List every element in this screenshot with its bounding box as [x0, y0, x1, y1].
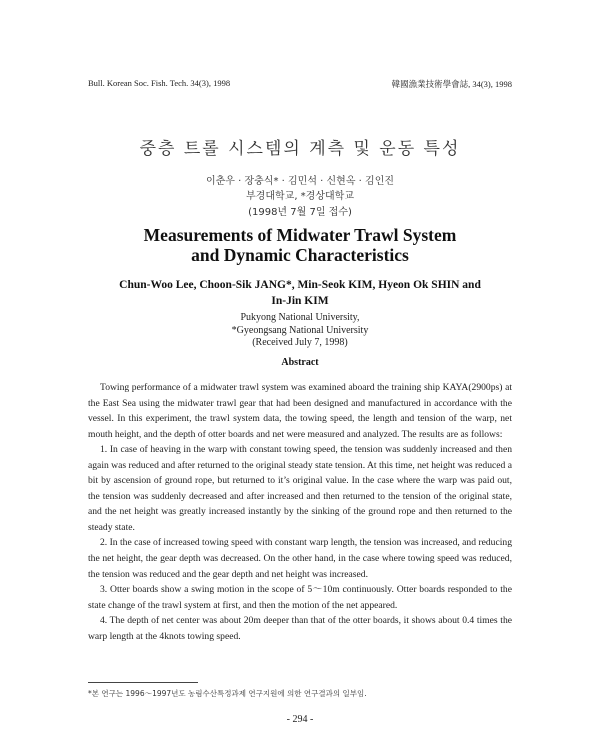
- abstract-paragraph: 1. In case of heaving in the warp with constant towing speed, the tension was suddenly increased and then again was reduced and after returned to the original steady state tension. At this time, net height was reduced a bit by ascension of ground rope, but returned to it’s original value. In the case where the warp was paid out, the tension was suddenly decreased and after increased and then returned to the tension of the original state, and the net height was greatly increased instantly by the sinking of the ground rope and then returned to the steady state.: [88, 444, 512, 533]
- korean-affiliation: 부경대학교, *경상대학교: [246, 191, 354, 202]
- korean-received-date: (1998년 7월 7일 접수): [248, 207, 352, 218]
- running-head-right: 韓國漁業技術學會誌, 34(3), 1998: [391, 79, 512, 89]
- abstract-paragraph: 2. In the case of increased towing speed with constant warp length, the tension was increased, and reducing the net height, the gear depth was decreased. On the other hand, in the case where towing speed was reduced, the tension was reduced and the gear depth and net height was increased.: [88, 537, 512, 580]
- korean-authors: 이춘우 · 장충식* · 김민석 · 신현옥 · 김인진: [205, 176, 395, 187]
- korean-title: 중층 트롤 시스템의 계측 및 운동 특성: [139, 139, 461, 159]
- abstract-paragraph: Towing performance of a midwater trawl system was examined aboard the training ship KAYA(2900ps) at the East Sea using the midwater trawl gear that had been designed and manufactured in accordance with the vessel. In this experiment, the trawl system data, the towing speed, the length and tension of the warp, net mouth height, and the depth of otter boards and net were measured and analyzed. The results are as follows:: [88, 382, 512, 440]
- footnote: *본 연구는 1996～1997년도 농림수산특정과제 연구지원에 의한 연구결과의 일부임.: [88, 689, 367, 698]
- english-received-date: (Received July 7, 1998): [252, 337, 348, 348]
- english-title-line-1: Measurements of Midwater Trawl System: [143, 225, 457, 245]
- english-affiliation-line-1: Pukyong National University,: [240, 312, 360, 323]
- abstract-paragraph: 4. The depth of net center was about 20m deeper than that of the otter boards, it shows about 0.4 times the warp length at the 4knots towing speed.: [88, 615, 512, 642]
- english-authors: [60, 277, 540, 309]
- english-authors-line-2: In-Jin KIM: [271, 295, 329, 307]
- running-head-left: Bull. Korean Soc. Fish. Tech. 34(3), 1998: [88, 78, 231, 88]
- page-number: - 294 -: [286, 714, 314, 725]
- english-affiliation: [0, 311, 600, 337]
- abstract-paragraph: 3. Otter boards show a swing motion in the scope of 5～10m continuously. Otter boards responded to the state change of the trawl system at first, and then the motion of the net appeared.: [88, 584, 512, 611]
- abstract-body: [88, 380, 512, 644]
- running-head: [88, 78, 512, 90]
- english-title: [0, 225, 600, 265]
- english-affiliation-line-2: *Gyeongsang National University: [231, 325, 369, 336]
- footnote-divider: [88, 682, 198, 683]
- abstract-heading: Abstract: [281, 357, 319, 368]
- english-authors-line-1: Chun-Woo Lee, Choon-Sik JANG*, Min-Seok KIM, Hyeon Ok SHIN and: [119, 279, 481, 291]
- english-title-line-2: and Dynamic Characteristics: [191, 245, 409, 265]
